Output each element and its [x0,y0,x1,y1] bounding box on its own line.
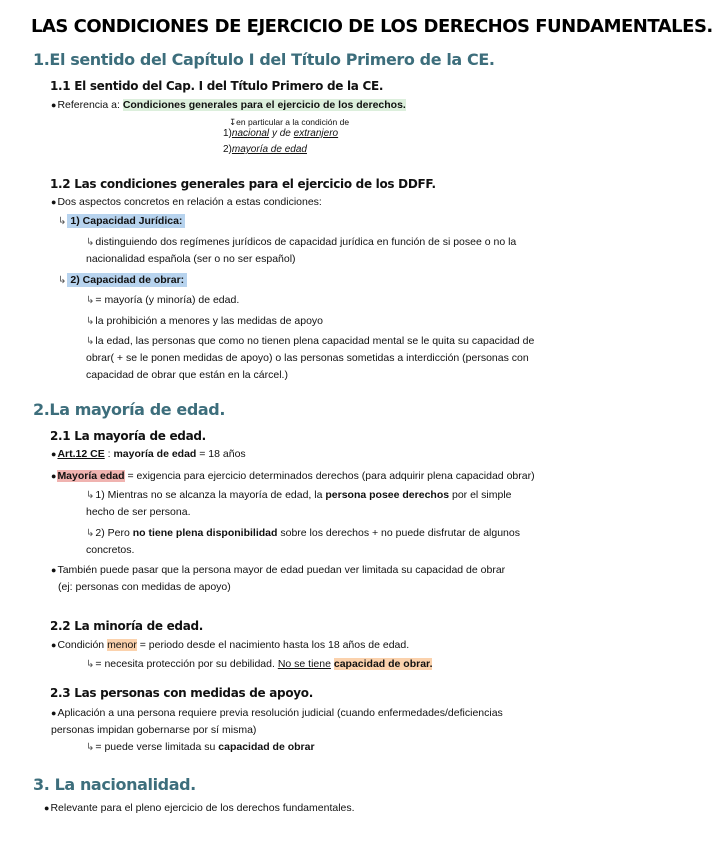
arrow-note: ↧en particular a la condición de [229,117,350,127]
subsection-1-1-heading: 1.1 El sentido del Cap. I del Título Primero de la CE. [50,79,384,93]
obrar-item-1: ↳= mayoría (y minoría) de edad. [86,294,240,306]
necesita-line: ↳= necesita protección por su debilidad. No se tiene capacidad de obrar. [86,658,433,670]
bullet-icon: ● [51,565,57,575]
aspects-line: ●Dos aspectos concretos en relación a estas condiciones: [51,196,322,208]
tambien-line-2: (ej: personas con medidas de apoyo) [58,581,231,593]
aplicacion-line: ●Aplicación a una persona requiere previa resolución judicial (cuando enfermedades/deficiencias personas impidan gobernarse por sí misma) [51,707,503,736]
referencia-line: ●Referencia a: Condiciones generales para el ejercicio de los derechos. [51,99,406,111]
arrow-icon: ↳ [86,336,95,347]
mayoria-edad-line: ●Mayoría edad = exigencia para ejercicio determinados derechos (para adquirir plena capacidad obrar) [51,470,535,482]
tambien-line: ●También puede pasar que la persona mayor de edad puedan ver limitada su capacidad de obrar [51,564,506,576]
section-2-heading: 2.La mayoría de edad. [33,400,226,419]
arrow-icon: ↳ [86,659,95,670]
bullet-icon: ● [51,197,57,207]
capacidad-juridica-text: ↳distinguiendo dos regímenes jurídicos de capacidad jurídica en función de si posee o no la nacionalidad española (ser o no ser español) [86,236,517,265]
arrow-icon: ↳ [86,316,95,327]
bullet-icon: ● [51,708,57,718]
obrar-item-3: ↳la edad, las personas que como no tienen plena capacidad mental se le quita su capacidad de obrar( + se le ponen medidas de apoyo) o las personas sometidas a interdicción (personas con capacidad de obrar que están en la cárcel.) [86,335,535,381]
subsection-1-2-heading: 1.2 Las condiciones generales para el ejercicio de los DDFF. [50,177,436,191]
down-arrow-icon: ↧ [229,117,237,127]
bullet-icon: ● [51,471,57,481]
highlight-mayoria: Mayoría edad [57,470,125,482]
bullet-icon: ● [44,803,50,813]
capacidad-juridica-label: ↳ 1) Capacidad Jurídica: [58,213,185,230]
arrow-icon: ↳ [86,237,95,248]
document-title: LAS CONDICIONES DE EJERCICIO DE LOS DERECHOS FUNDAMENTALES. [31,16,713,37]
capacidad-obrar-label: ↳ 2) Capacidad de obrar: [58,272,187,289]
highlight-condiciones: Condiciones generales para el ejercicio de los derechos. [122,99,406,111]
obrar-item-2: ↳la prohibición a menores y las medidas de apoyo [86,315,324,327]
subsection-2-1-heading: 2.1 La mayoría de edad. [50,429,206,443]
condition-2: 2)mayoría de edad [223,144,307,155]
arrow-icon: ↳ [58,216,67,227]
mayoria-point-1: ↳1) Mientras no se alcanza la mayoría de edad, la persona posee derechos por el simple hecho de ser persona. [86,489,512,518]
section-1-heading: 1.El sentido del Capítulo I del Título Primero de la CE. [33,50,495,69]
section-3-heading: 3. La nacionalidad. [33,775,196,794]
arrow-icon: ↳ [86,295,95,306]
arrow-icon: ↳ [58,275,67,286]
bullet-icon: ● [51,100,57,110]
bullet-icon: ● [51,640,57,650]
subsection-2-2-heading: 2.2 La minoría de edad. [50,619,204,633]
subsection-2-3-heading: 2.3 Las personas con medidas de apoyo. [50,686,313,700]
relevante-line: ●Relevante para el pleno ejercicio de los derechos fundamentales. [44,802,355,814]
bullet-icon: ● [51,449,57,459]
arrow-icon: ↳ [86,742,95,753]
arrow-icon: ↳ [86,528,95,539]
condicion-menor-line: ●Condición menor = periodo desde el nacimiento hasta los 18 años de edad. [51,639,410,651]
puede-line: ↳= puede verse limitada su capacidad de obrar [86,741,315,753]
highlight-menor: menor [107,639,137,651]
mayoria-point-2: ↳2) Pero no tiene plena disponibilidad sobre los derechos + no puede disfrutar de algunos concretos. [86,527,520,556]
highlight-capacidad-obrar: capacidad de obrar. [333,658,433,670]
condition-1: 1)nacional y de extranjero [223,128,339,139]
arrow-icon: ↳ [86,490,95,501]
art12-line: ●Art.12 CE : mayoría de edad = 18 años [51,448,246,460]
